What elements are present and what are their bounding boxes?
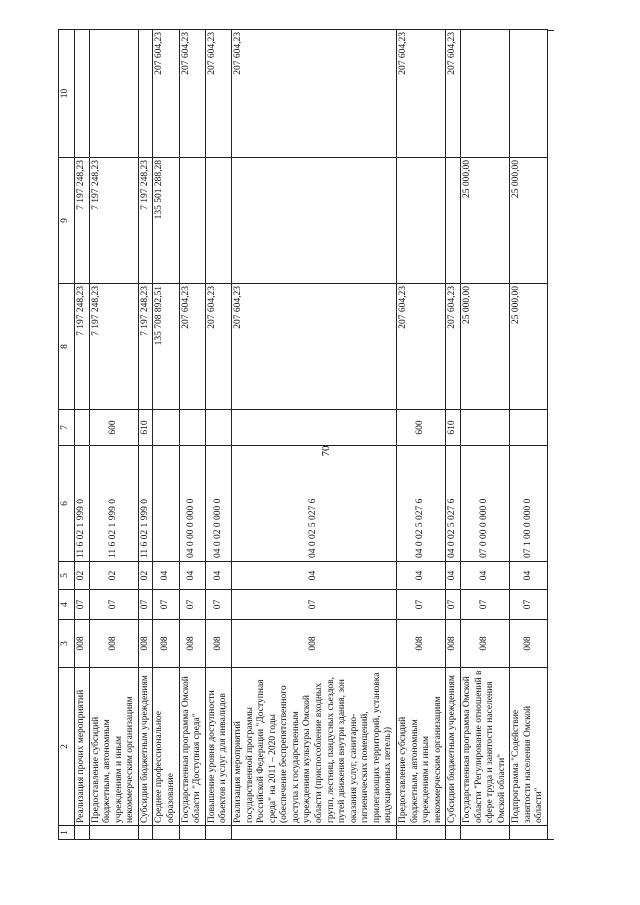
expense-type-cell: [153, 410, 179, 446]
row-name-cell: Реализация мероприятий государственной программы Российской Федерации "Доступная среда" на 2011 – 2020 годы (обеспечение беспрепятственного доступа к государственным учреждениям культуры Омской области (приспособление входных групп, лестниц, пандусных съездов, путей движения внутри здания, зон оказания услуг, санитарно-гигиенических помещений, прилегающих территорий, установка индукционных петель)): [231, 668, 396, 826]
row-number-cell: [460, 826, 509, 840]
target-article-cell: 07 1 00 0 000 0: [510, 446, 548, 562]
table-row: [397, 30, 446, 840]
subsection-code-cell: 02: [89, 562, 138, 590]
budget-table: [58, 29, 548, 840]
header-cell: 5: [59, 562, 75, 590]
target-article-cell: 04 0 02 5 027 6: [397, 446, 446, 562]
header-cell: 7: [59, 410, 75, 446]
expense-type-cell: [231, 410, 396, 446]
subsection-code-cell: 04: [510, 562, 548, 590]
row-number-cell: [89, 826, 138, 840]
row-name-cell: Повышение уровня доступности объектов и услуг для инвалидов: [205, 668, 231, 826]
amount-federal-cell: 207 604,23: [397, 30, 446, 158]
amount-regional-cell: 7 197 248,23: [138, 158, 153, 284]
amount-federal-cell: [89, 30, 138, 158]
expense-type-cell: [75, 410, 90, 446]
row-number-cell: [179, 826, 205, 840]
amount-regional-cell: 135 501 288,28: [153, 158, 179, 284]
section-code-cell: 07: [179, 590, 205, 620]
header-cell: 1: [59, 826, 75, 840]
amount-total-cell: 207 604,23: [446, 284, 461, 410]
header-cell: 6: [59, 446, 75, 562]
subsection-code-cell: 04: [205, 562, 231, 590]
header-cell: 10: [59, 30, 75, 158]
ministry-code-cell: 008: [510, 620, 548, 668]
amount-regional-cell: 25 000,00: [460, 158, 509, 284]
amount-regional-cell: 7 197 248,23: [89, 158, 138, 284]
row-name-cell: Среднее профессиональное образование: [153, 668, 179, 826]
table-row: [75, 30, 90, 840]
row-name-cell: Государственная программа Омской области "Доступная среда": [179, 668, 205, 826]
amount-regional-cell: [231, 158, 396, 284]
amount-total-cell: 25 000,00: [510, 284, 548, 410]
table-row: [138, 30, 153, 840]
row-name-cell: Предоставление субсидий бюджетным, автономным учреждениям и иным некоммерческим организациям: [397, 668, 446, 826]
header-cell: 2: [59, 668, 75, 826]
table-row: [89, 30, 138, 840]
amount-total-cell: 135 708 892,51: [153, 284, 179, 410]
amount-regional-cell: [179, 158, 205, 284]
amount-total-cell: 7 197 248,23: [75, 284, 90, 410]
target-article-cell: [153, 446, 179, 562]
target-article-cell: 04 0 02 5 027 6: [446, 446, 461, 562]
expense-type-cell: [205, 410, 231, 446]
expense-type-cell: 610: [138, 410, 153, 446]
section-code-cell: 07: [89, 590, 138, 620]
subsection-code-cell: 04: [179, 562, 205, 590]
amount-regional-cell: [205, 158, 231, 284]
row-name-cell: Подпрограмма "Содействие занятости населения Омской области": [510, 668, 548, 826]
amount-total-cell: 7 197 248,23: [138, 284, 153, 410]
amount-regional-cell: [446, 158, 461, 284]
section-code-cell: 07: [231, 590, 396, 620]
amount-total-cell: 25 000,00: [460, 284, 509, 410]
amount-federal-cell: [138, 30, 153, 158]
amount-regional-cell: [397, 158, 446, 284]
section-code-cell: 07: [75, 590, 90, 620]
amount-total-cell: 207 604,23: [205, 284, 231, 410]
table-row: [153, 30, 179, 840]
table-continuation: [548, 30, 554, 840]
expense-type-cell: 600: [397, 410, 446, 446]
amount-regional-cell: 7 197 248,23: [75, 158, 90, 284]
amount-federal-cell: 207 604,23: [205, 30, 231, 158]
ministry-code-cell: 008: [205, 620, 231, 668]
section-code-cell: 07: [397, 590, 446, 620]
table-row: [510, 30, 548, 840]
budget-table-sheet: [58, 30, 588, 840]
row-name-cell: Государственная программа Омской области "Регулирование отношений в сфере труда и занятости населения Омской области": [460, 668, 509, 826]
section-code-cell: 07: [460, 590, 509, 620]
row-number-cell: [510, 826, 548, 840]
target-article-cell: 04 0 02 5 027 6: [231, 446, 396, 562]
table-row: [179, 30, 205, 840]
table-row: [446, 30, 461, 840]
amount-federal-cell: [460, 30, 509, 158]
ministry-code-cell: 008: [397, 620, 446, 668]
page-number: 70: [320, 445, 332, 457]
subsection-code-cell: 04: [231, 562, 396, 590]
target-article-cell: 04 0 02 0 000 0: [205, 446, 231, 562]
section-code-cell: 07: [138, 590, 153, 620]
amount-total-cell: 207 604,23: [397, 284, 446, 410]
target-article-cell: 11 6 02 1 999 0: [75, 446, 90, 562]
row-number-cell: [231, 826, 396, 840]
header-cell: 3: [59, 620, 75, 668]
row-name-cell: Субсидии бюджетным учреждениям: [446, 668, 461, 826]
row-number-cell: [153, 826, 179, 840]
row-number-cell: [397, 826, 446, 840]
ministry-code-cell: 008: [231, 620, 396, 668]
target-article-cell: 11 6 02 1 999 0: [138, 446, 153, 562]
section-code-cell: 07: [153, 590, 179, 620]
table-row: [460, 30, 509, 840]
ministry-code-cell: 008: [138, 620, 153, 668]
ministry-code-cell: 008: [153, 620, 179, 668]
header-cell: 4: [59, 590, 75, 620]
amount-federal-cell: [510, 30, 548, 158]
expense-type-cell: 610: [446, 410, 461, 446]
ministry-code-cell: 008: [460, 620, 509, 668]
expense-type-cell: 600: [89, 410, 138, 446]
expense-type-cell: [460, 410, 509, 446]
ministry-code-cell: 008: [179, 620, 205, 668]
row-number-cell: [446, 826, 461, 840]
header-cell: 9: [59, 158, 75, 284]
expense-type-cell: [510, 410, 548, 446]
subsection-code-cell: 04: [460, 562, 509, 590]
row-name-cell: Субсидии бюджетным учреждениям: [138, 668, 153, 826]
table-row: [205, 30, 231, 840]
amount-federal-cell: 207 604,23: [231, 30, 396, 158]
amount-federal-cell: 207 604,23: [179, 30, 205, 158]
ministry-code-cell: 008: [75, 620, 90, 668]
row-name-cell: Реализация прочих мероприятий: [75, 668, 90, 826]
table-row: [231, 30, 396, 840]
row-number-cell: [138, 826, 153, 840]
section-code-cell: 07: [446, 590, 461, 620]
header-cell: 8: [59, 284, 75, 410]
table-header-row: [59, 30, 75, 840]
subsection-code-cell: 04: [153, 562, 179, 590]
row-number-cell: [205, 826, 231, 840]
target-article-cell: 07 0 00 0 000 0: [460, 446, 509, 562]
ministry-code-cell: 008: [446, 620, 461, 668]
amount-regional-cell: 25 000,00: [510, 158, 548, 284]
amount-federal-cell: 207 604,23: [446, 30, 461, 158]
subsection-code-cell: 04: [446, 562, 461, 590]
amount-total-cell: 7 197 248,23: [89, 284, 138, 410]
row-name-cell: Предоставление субсидий бюджетным, автономным учреждениям и иным некоммерческим организациям: [89, 668, 138, 826]
subsection-code-cell: 02: [75, 562, 90, 590]
amount-total-cell: 207 604,23: [179, 284, 205, 410]
subsection-code-cell: 02: [138, 562, 153, 590]
target-article-cell: 04 0 00 0 000 0: [179, 446, 205, 562]
row-number-cell: [75, 826, 90, 840]
section-code-cell: 07: [205, 590, 231, 620]
section-code-cell: 07: [510, 590, 548, 620]
amount-federal-cell: [75, 30, 90, 158]
amount-federal-cell: 207 604,23: [153, 30, 179, 158]
subsection-code-cell: 04: [397, 562, 446, 590]
amount-total-cell: 207 604,23: [231, 284, 396, 410]
expense-type-cell: [179, 410, 205, 446]
target-article-cell: 11 6 02 1 999 0: [89, 446, 138, 562]
ministry-code-cell: 008: [89, 620, 138, 668]
